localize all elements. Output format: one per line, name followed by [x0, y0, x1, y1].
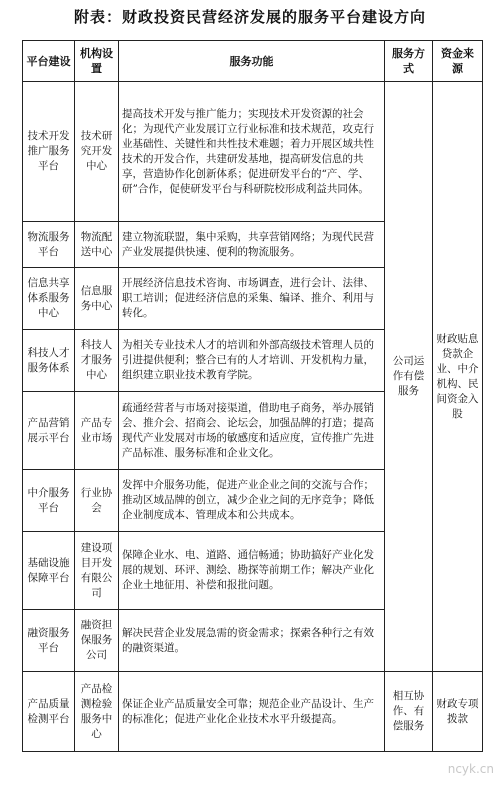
- platform-cell: 信息共享体系服务中心: [23, 268, 75, 330]
- header-org: 机构设置: [75, 41, 119, 82]
- function-cell: 发挥中介服务功能，促进产业企业之间的交流与合作；推动区域品牌的创立，减少企业之间的无序竞争；降低企业制度成本、管理成本和公共成本。: [119, 470, 385, 532]
- platform-table: [22, 40, 483, 752]
- org-cell: 科技人才服务中心: [75, 330, 119, 392]
- org-cell: 融资担保服务公司: [75, 610, 119, 672]
- watermark: ncyk.cn: [447, 762, 494, 776]
- platform-cell: 基础设施保障平台: [23, 532, 75, 610]
- mode-cell: 公司运作有偿服务: [385, 82, 433, 672]
- header-mode: 服务方式: [385, 41, 433, 82]
- header-row: [23, 41, 483, 82]
- platform-cell: 融资服务平台: [23, 610, 75, 672]
- org-cell: 技术研究开发中心: [75, 82, 119, 222]
- header-function: 服务功能: [119, 41, 385, 82]
- org-cell: 行业协会: [75, 470, 119, 532]
- function-cell: 解决民营企业发展急需的资金需求；探索各种行之有效的融资渠道。: [119, 610, 385, 672]
- funding-cell: 财政贴息贷款企业、中介机构、民间资金入股: [433, 82, 483, 672]
- org-cell: 建设项目开发有限公司: [75, 532, 119, 610]
- funding-cell-last: 财政专项拨款: [433, 672, 483, 752]
- page-title: 附表：财政投资民营经济发展的服务平台建设方向: [73, 8, 426, 26]
- function-cell: 提高技术开发与推广能力；实现技术开发资源的社会化；为现代产业发展订立行业标准和技术规范，攻克行业基础性、关键性和共性技术难题；着力开展区域共性技术的开发合作，共建研发基地，提高研发信息的共享，营造协作化创新体系；促进研发平台的“产、学、研”合作，促使研发平台与科研院校形成利益共同体。: [119, 82, 385, 222]
- org-cell: 信息服务中心: [75, 268, 119, 330]
- function-cell: 保障企业水、电、道路、通信畅通；协助搞好产业化发展的规划、环评、测绘、勘探等前期工作；解决产业化企业土地征用、补偿和报批问题。: [119, 532, 385, 610]
- function-cell: 疏通经营者与市场对接渠道，借助电子商务，举办展销会、推介会、招商会、论坛会，加强品牌的打造；提高现代产业发展对市场的敏感度和适应度，宣传推广先进产品标准、服务标准和企业文化。: [119, 392, 385, 470]
- platform-cell: 产品质量检测平台: [23, 672, 75, 752]
- platform-cell: 产品营销展示平台: [23, 392, 75, 470]
- org-cell: 产品专业市场: [75, 392, 119, 470]
- table-row: [23, 672, 483, 752]
- platform-cell: 中介服务平台: [23, 470, 75, 532]
- header-funding: 资金来源: [433, 41, 483, 82]
- header-platform: 平台建设: [23, 41, 75, 82]
- mode-cell-last: 相互协作、有偿服务: [385, 672, 433, 752]
- org-cell: 产品检测检验服务中心: [75, 672, 119, 752]
- function-cell: 建立物流联盟，集中采购，共享营销网络；为现代民营产业发展提供快速、便利的物流服务。: [119, 222, 385, 268]
- function-cell: 保证企业产品质量安全可靠；规范企业产品设计、生产的标准化；促进产业化企业技术水平升级提高。: [119, 672, 385, 752]
- platform-cell: 科技人才服务体系: [23, 330, 75, 392]
- table-row: [23, 82, 483, 222]
- platform-cell: 技术开发推广服务平台: [23, 82, 75, 222]
- org-cell: 物流配送中心: [75, 222, 119, 268]
- function-cell: 开展经济信息技术咨询、市场调查，进行会计、法律、职工培训；促进经济信息的采集、编译、推介、利用与转化。: [119, 268, 385, 330]
- platform-cell: 物流服务平台: [23, 222, 75, 268]
- function-cell: 为相关专业技术人才的培训和外部高级技术管理人员的引进提供便利；整合已有的人才培训、开发机构力量，组织建立职业技术教育学院。: [119, 330, 385, 392]
